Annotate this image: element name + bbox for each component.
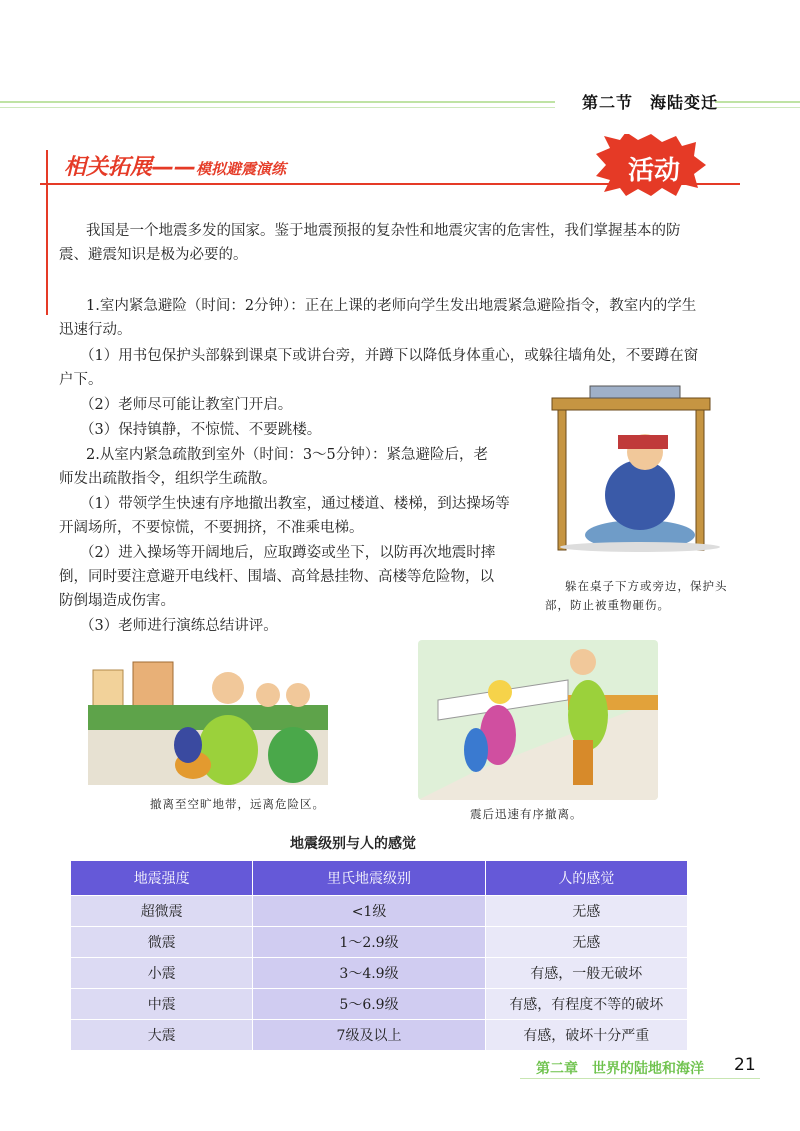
activity-title-main: 相关拓展—— <box>64 155 197 180</box>
step2b-line-2: 倒，同时要注意避开电线杆、围墙、高耸悬挂物、高楼等危险物，以 <box>59 569 494 585</box>
step1-line-1: 1.室内紧急避险（时间：2分钟）：正在上课的老师向学生发出地震紧急避险指令，教室内的学生 <box>86 298 697 314</box>
step2c: （3）老师进行演练总结讲评。 <box>80 618 278 634</box>
page-number: 21 <box>734 1055 756 1075</box>
activity-title-sub: 模拟避震演练 <box>196 160 287 178</box>
table-cell: 1～2.9级 <box>253 927 485 958</box>
table-row <box>71 958 688 989</box>
table-cell: 有感，有程度不等的破坏 <box>485 989 687 1020</box>
step2b-line-3: 防倒塌造成伤害。 <box>59 593 175 609</box>
table-cell: 有感，破坏十分严重 <box>485 1020 687 1051</box>
field-caption: 撤离至空旷地带，远离危险区。 <box>150 797 325 811</box>
table-cell: 小震 <box>71 958 253 989</box>
table-cell: 有感，一般无破坏 <box>485 958 687 989</box>
step2a-line-1: （1）带领学生快速有序地撤出教室，通过楼道、楼梯，到达操场等 <box>80 496 510 512</box>
table-title: 地震级别与人的感觉 <box>290 836 416 852</box>
step1b: （2）老师尽可能让教室门开启。 <box>80 397 293 413</box>
footer-chapter: 第二章 世界的陆地和海洋 <box>536 1061 704 1077</box>
step2b-line-1: （2）进入操场等开阔地后，应取蹲姿或坐下，以防再次地震时摔 <box>80 545 496 561</box>
step1-line-2: 迅速行动。 <box>59 322 132 338</box>
table-row <box>71 1020 688 1051</box>
intro-line-2: 震、避震知识是极为必要的。 <box>59 247 248 263</box>
desk-caption-line-1: 躲在桌子下方或旁边，保护头 <box>565 579 728 593</box>
activity-title <box>64 150 286 181</box>
section-title: 第二节 海陆变迁 <box>582 93 719 112</box>
desk-caption-line-2: 部，防止被重物砸伤。 <box>545 598 670 612</box>
table-cell: 超微震 <box>71 896 253 927</box>
magnitude-table <box>70 860 688 1051</box>
table-cell: 中震 <box>71 989 253 1020</box>
field-illustration <box>88 650 328 790</box>
table-row <box>71 896 688 927</box>
table-cell: 微震 <box>71 927 253 958</box>
activity-side-rule <box>46 150 48 315</box>
step1c: （3）保持镇静，不惊慌、不要跳楼。 <box>80 422 322 438</box>
stairs-illustration <box>418 640 658 800</box>
table-header-feeling: 人的感觉 <box>485 861 687 896</box>
table-cell: 5～6.9级 <box>253 989 485 1020</box>
table-header-row <box>71 861 688 896</box>
table-cell: 无感 <box>485 927 687 958</box>
table-cell: <1级 <box>253 896 485 927</box>
step1a-line-2: 户下。 <box>59 372 103 388</box>
table-row <box>71 989 688 1020</box>
table-cell: 大震 <box>71 1020 253 1051</box>
table-header-richter: 里氏地震级别 <box>253 861 485 896</box>
step2-line-2: 师发出疏散指令，组织学生疏散。 <box>59 471 277 487</box>
table-cell: 7级及以上 <box>253 1020 485 1051</box>
table-header-intensity: 地震强度 <box>71 861 253 896</box>
table-row <box>71 927 688 958</box>
table-cell: 无感 <box>485 896 687 927</box>
step1a-line-1: （1）用书包保护头部躲到课桌下或讲台旁，并蹲下以降低身体重心，或躲往墙角处，不要蹲在窗 <box>80 348 699 364</box>
intro-line-1: 我国是一个地震多发的国家。鉴于地震预报的复杂性和地震灾害的危害性，我们掌握基本的防 <box>86 223 681 239</box>
step2-line-1: 2.从室内紧急疏散到室外（时间：3～5分钟）：紧急避险后，老 <box>86 447 489 463</box>
stairs-caption: 震后迅速有序撤离。 <box>470 807 583 821</box>
table-cell: 3～4.9级 <box>253 958 485 989</box>
footer-rule <box>520 1078 760 1079</box>
activity-badge-label: 活动 <box>628 156 681 186</box>
step2a-line-2: 开阔场所，不要惊慌，不要拥挤，不准乘电梯。 <box>59 520 364 536</box>
desk-illustration <box>530 380 730 560</box>
